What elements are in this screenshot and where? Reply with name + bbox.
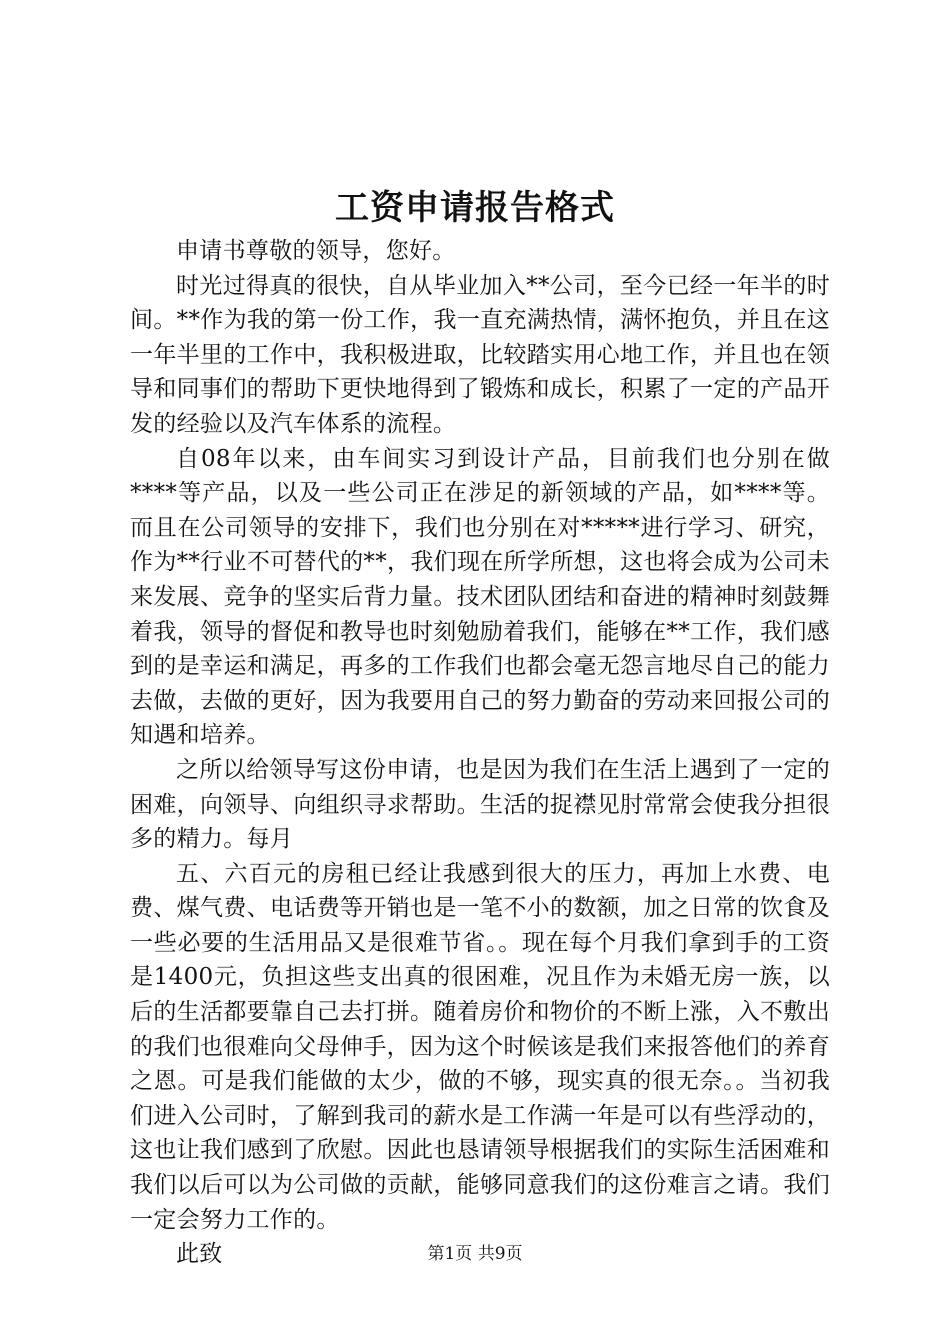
- paragraph-work-experience: 自08年以来，由车间实习到设计产品，目前我们也分别在做****等产品，以及一些公司正在涉足的新领域的产品，如****等。而且在公司领导的安排下，我们也分别在对*****进行学习、研究，作为**行业不可替代的**，我们现在所学所想，这也将会成为公司未来发展、竞争的坚实后背力量。技术团队团结和奋进的精神时刻鼓舞着我，领导的督促和教导也时刻勉励着我们，能够在**工作，我们感到的是幸运和满足，再多的工作我们也都会毫无怨言地尽自己的能力去做，去做的更好，因为我要用自己的努力勤奋的劳动来回报公司的知遇和培养。: [130, 445, 830, 749]
- paragraph-introduction: 时光过得真的很快，自从毕业加入**公司，至今已经一年半的时间。**作为我的第一份工作，我一直充满热情，满怀抱负，并且在这一年半里的工作中，我积极进取，比较踏实用心地工作，并且也在领导和同事们的帮助下更快地得到了锻炼和成长，积累了一定的产品开发的经验以及汽车体系的流程。: [130, 272, 830, 437]
- document-title: 工资申请报告格式: [335, 188, 615, 228]
- paragraph-reason: 之所以给领导写这份申请，也是因为我们在生活上遇到了一定的困难，向领导、向组织寻求帮助。生活的捉襟见肘常常会使我分担很多的精力。每月: [130, 756, 830, 853]
- paragraph-expenses: 五、六百元的房租已经让我感到很大的压力，再加上水费、电费、煤气费、电话费等开销也是一笔不小的数额，加之日常的饮食及一些必要的生活用品又是很难节省。。现在每个月我们拿到手的工资是1400元，负担这些支出真的很困难，况且作为未婚无房一族，以后的生活都要靠自己去打拼。随着房价和物价的不断上涨，入不敷出的我们也很难向父母伸手，因为这个时候该是我们来报答他们的养育之恩。可是我们能做的太少，做的不够，现实真的很无奈。。当初我们进入公司时，了解到我司的薪水是工作满一年是可以有些浮动的，这也让我们感到了欣慰。因此也恳请领导根据我们的实际生活困难和我们以后可以为公司做的贡献，能够同意我们的这份难言之请。我们一定会努力工作的。: [130, 860, 830, 1233]
- page-number-footer: 第1页 共9页: [427, 1244, 523, 1264]
- paragraph-closing: 此致: [176, 1241, 223, 1268]
- document-body: [130, 234, 830, 1272]
- paragraph-salutation: 申请书尊敬的领导，您好。: [176, 238, 456, 264]
